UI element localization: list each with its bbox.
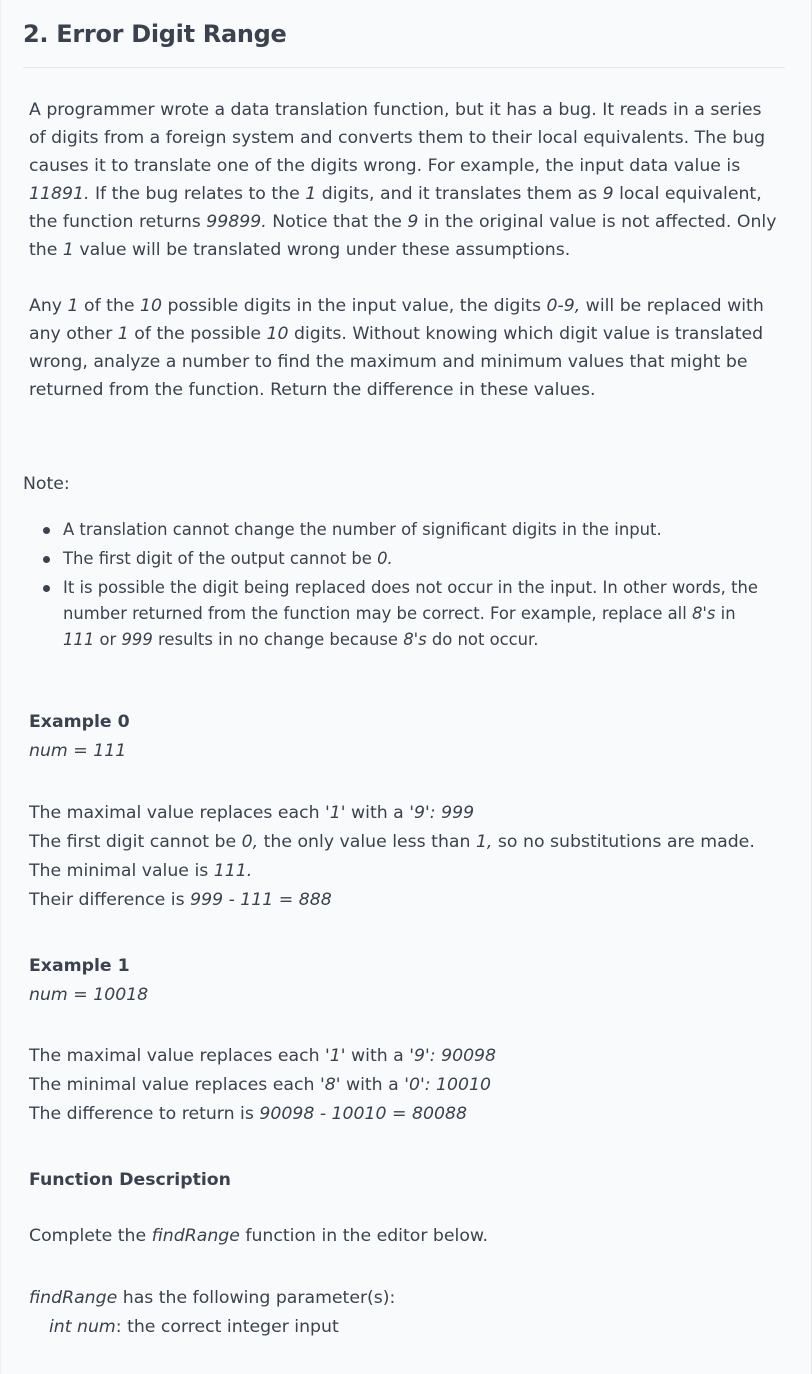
- example-1-line: The minimal value replaces each '8' with a '0': 10010: [29, 1075, 491, 1095]
- title-divider: [23, 67, 785, 68]
- example-0-line: Their difference is 999 - 111 = 888: [29, 890, 332, 910]
- function-parameter-num: int num: the correct integer input: [49, 1317, 339, 1337]
- intro-paragraph-1: A programmer wrote a data translation function, but it has a bug. It reads in a series of digits from a foreign system and converts them to their local equivalents. The bug causes it to translate one of the digits wrong. For example, the input data value is 11891. If the bug relates to the 1 digits, and it translates them as 9 local equivalent, the function returns 99899. Notice that the 9 in the original value is not affected. Only the 1 value will be translated wrong under these assumptions.: [29, 100, 777, 260]
- function-description-line: Complete the findRange function in the editor below.: [29, 1226, 488, 1246]
- example-1-input: num = 10018: [29, 985, 149, 1005]
- note-item: It is possible the digit being replaced does not occur in the input. In other words, the number returned from the function may be correct. For example, replace all 8's in 111 or 999 results in no change because 8's do not occur.: [41, 575, 771, 653]
- note-item: A translation cannot change the number of significant digits in the input.: [41, 517, 771, 543]
- function-parameters: [29, 1284, 789, 1342]
- example-1-explanation: [29, 1042, 789, 1129]
- function-description-heading: Function Description: [29, 1170, 231, 1190]
- example-1: [29, 952, 789, 1010]
- example-1-line: The difference to return is 90098 - 10010 = 80088: [29, 1104, 467, 1124]
- page-title: 2. Error Digit Range: [23, 20, 287, 48]
- function-parameters-line: findRange has the following parameter(s):: [29, 1288, 396, 1308]
- function-description-body: [29, 1222, 789, 1251]
- function-description: [29, 1166, 789, 1195]
- intro-paragraph-2: Any 1 of the 10 possible digits in the input value, the digits 0-9, will be replaced with any other 1 of the possible 10 digits. Without knowing which digit value is translated wrong, analyze a number to find the maximum and minimum values that might be returned from the function. Return the difference in these values.: [29, 296, 764, 400]
- example-1-line: The maximal value replaces each '1' with a '9': 90098: [29, 1046, 497, 1066]
- example-0-heading: Example 0: [29, 712, 130, 732]
- example-0-line: The first digit cannot be 0, the only value less than 1, so no substitutions are made. The minimal value is 111.: [29, 832, 755, 881]
- note-label: Note:: [23, 474, 70, 494]
- note-list: [41, 517, 771, 656]
- example-1-heading: Example 1: [29, 956, 130, 976]
- example-0-line: The maximal value replaces each '1' with a '9': 999: [29, 803, 475, 823]
- example-0-explanation: [29, 799, 789, 915]
- example-0: [29, 708, 789, 766]
- note-item: The first digit of the output cannot be 0.: [41, 546, 771, 572]
- example-0-input: num = 111: [29, 741, 127, 761]
- problem-statement: [29, 96, 779, 404]
